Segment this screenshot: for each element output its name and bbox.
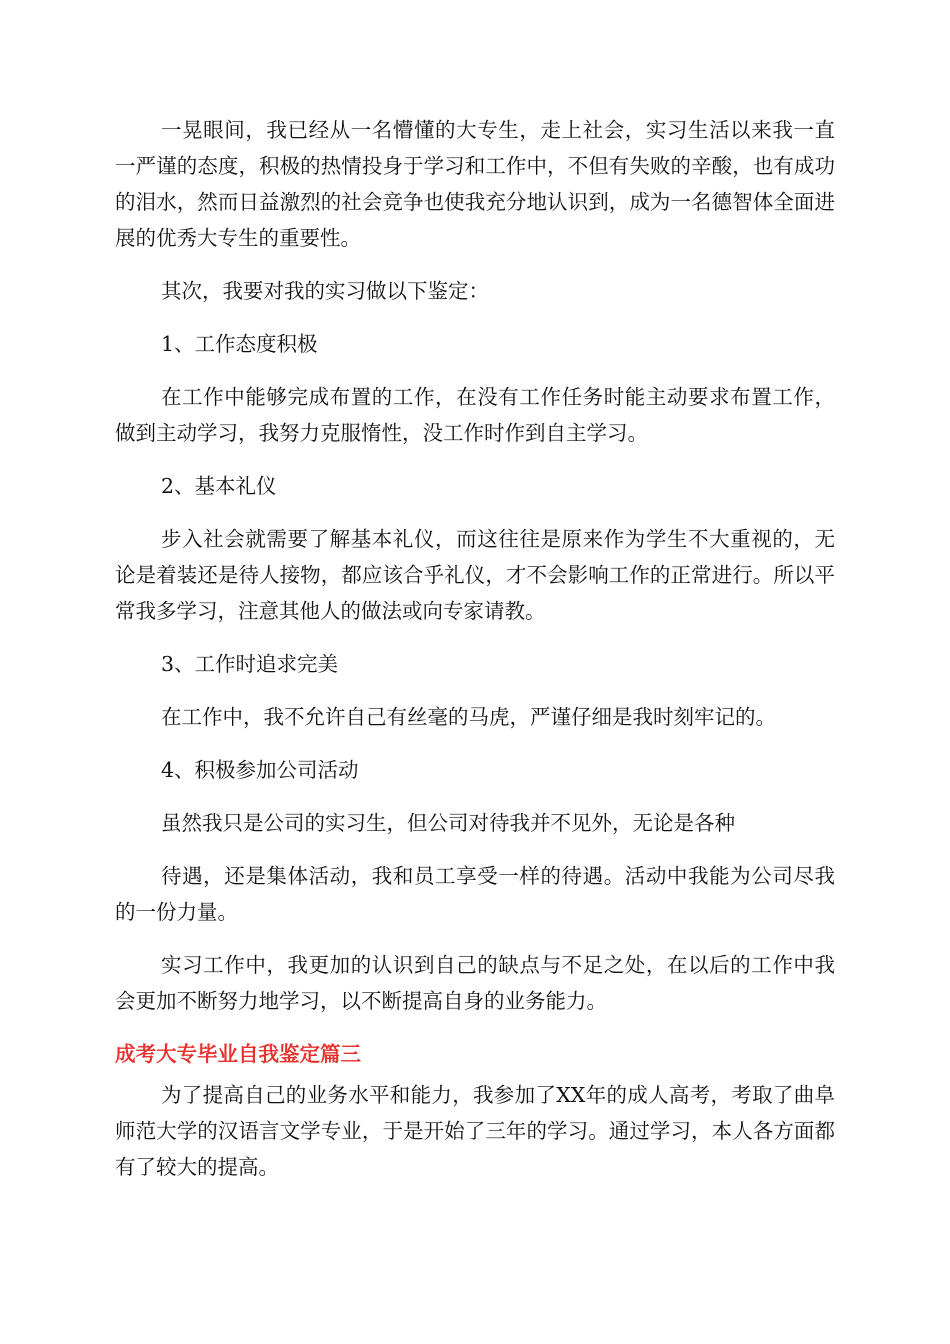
paragraph-summary-lead: 其次，我要对我的实习做以下鉴定：: [161, 279, 489, 303]
paragraph-item-1: 在工作中能够完成布置的工作，在没有工作任务时能主动要求布置工作，做到主动学习，我努力克服惰性，没工作时作到自主学习。: [115, 385, 835, 445]
item-heading-2: 2、基本礼仪: [161, 474, 277, 498]
item-heading-1: 1、工作态度积极: [161, 332, 318, 356]
paragraph-item-3: 在工作中，我不允许自己有丝毫的马虎，严谨仔细是我时刻牢记的。: [161, 705, 776, 729]
section-heading: 成考大专毕业自我鉴定篇三: [115, 1042, 361, 1066]
paragraph-section-three: 为了提高自己的业务水平和能力，我参加了XX年的成人高考，考取了曲阜师范大学的汉语言文学专业，于是开始了三年的学习。通过学习，本人各方面都有了较大的提高。: [115, 1083, 835, 1179]
paragraph-conclusion: 实习工作中，我更加的认识到自己的缺点与不足之处，在以后的工作中我会更加不断努力地学习，以不断提高自身的业务能力。: [115, 953, 835, 1013]
document-body: [115, 112, 835, 1202]
paragraph-item-4b: 待遇，还是集体活动，我和员工享受一样的待遇。活动中我能为公司尽我的一份力量。: [115, 864, 835, 924]
paragraph-intro: 一晃眼间，我已经从一名懵懂的大专生，走上社会，实习生活以来我一直一严谨的态度，积极的热情投身于学习和工作中，不但有失败的辛酸，也有成功的泪水，然而日益激烈的社会竞争也使我充分地认识到，成为一名德智体全面进展的优秀大专生的重要性。: [115, 118, 835, 250]
item-heading-3: 3、工作时追求完美: [161, 652, 339, 676]
paragraph-item-2: 步入社会就需要了解基本礼仪，而这往往是原来作为学生不大重视的，无论是着装还是待人接物，都应该合乎礼仪，才不会影响工作的正常进行。所以平常我多学习，注意其他人的做法或向专家请教。: [115, 527, 835, 623]
item-heading-4: 4、积极参加公司活动: [161, 758, 359, 782]
paragraph-item-4a: 虽然我只是公司的实习生，但公司对待我并不见外，无论是各种: [161, 811, 735, 835]
